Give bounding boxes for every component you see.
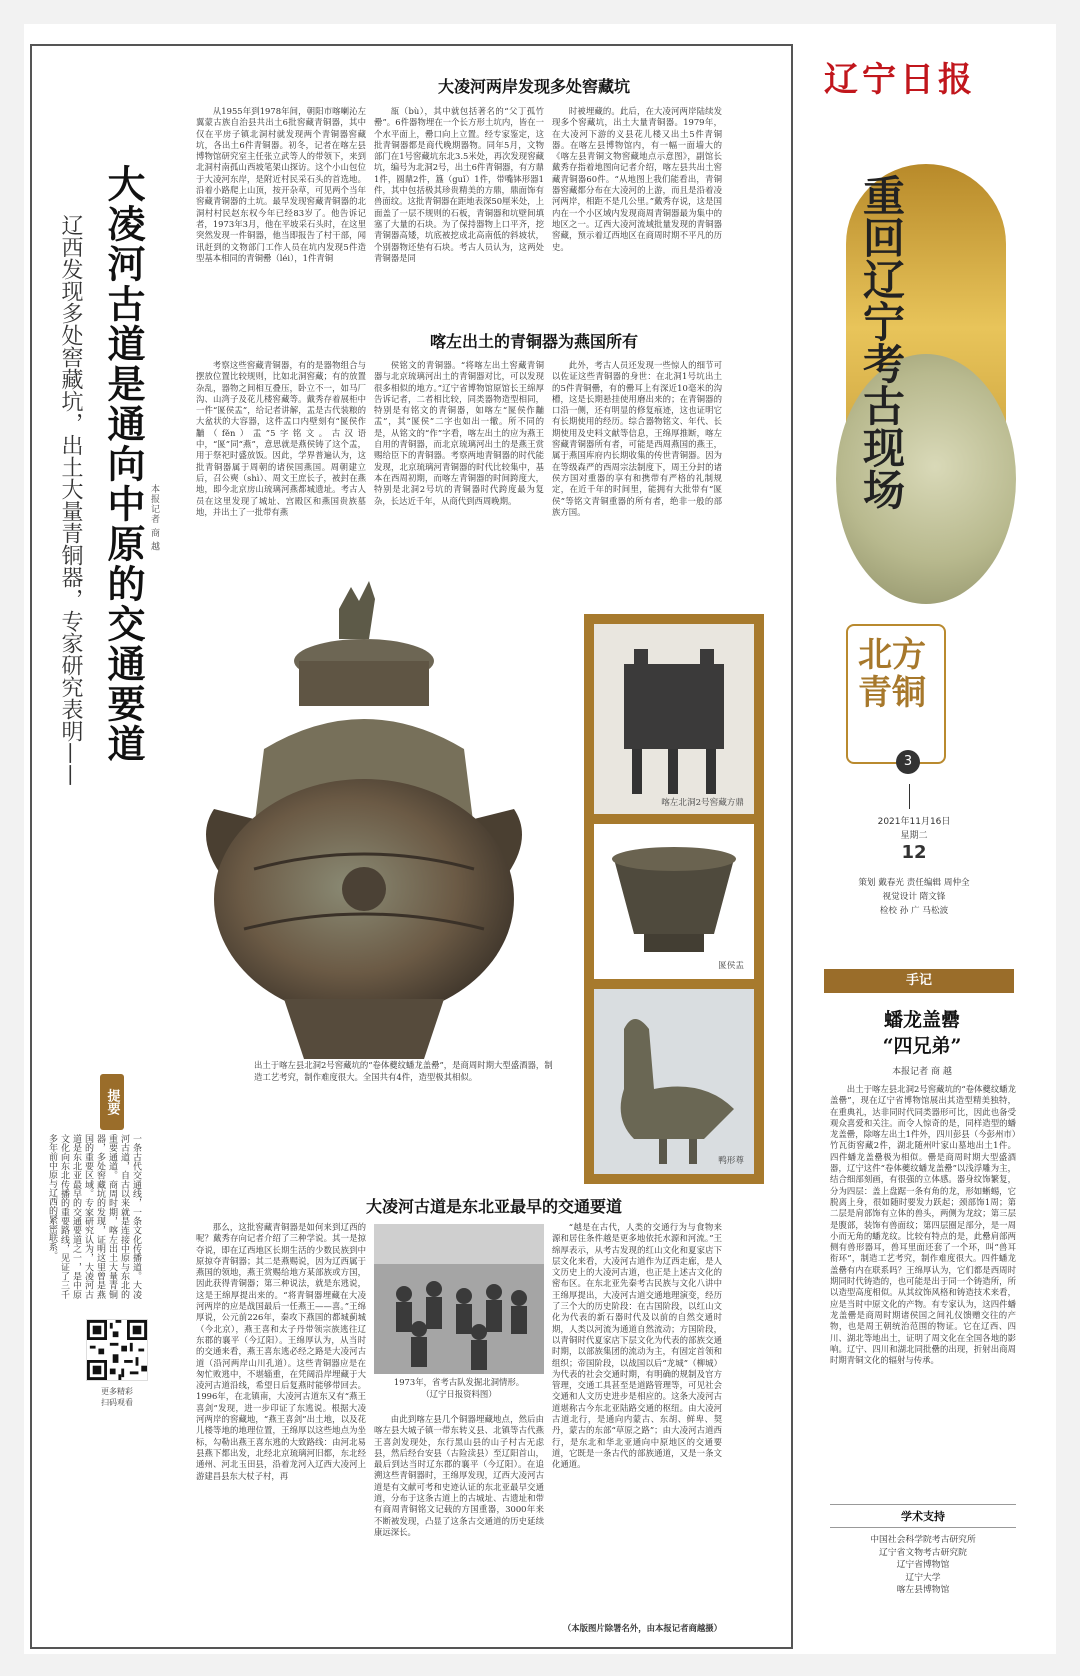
date: 2021年11月16日 <box>877 817 951 827</box>
notes-title-line2: “四兄弟” <box>882 1035 962 1057</box>
ding-icon <box>594 624 754 814</box>
summary-tag: 提要 <box>100 1074 124 1130</box>
lei-vessel-photo <box>174 569 554 1089</box>
academic-support <box>830 1504 1016 1597</box>
notes-title-line1: 蟠龙盖罍 <box>883 1009 960 1031</box>
support-item: 辽宁省文物考古研究院 <box>879 1547 967 1558</box>
photo-panel <box>584 614 764 1184</box>
section2-heading: 喀左出土的青铜器为燕国所有 <box>429 332 638 351</box>
weekday: 星期二 <box>900 831 928 841</box>
lei-vessel-icon <box>174 569 554 1089</box>
main-photo-caption: 出土于喀左县北洞2号窖藏坑的“卷体夔纹蟠龙盖罍”，是商周时期大型盛酒器，制造工艺考究，制作难度很大。全国共有4件，造型极其相似。 <box>254 1060 553 1082</box>
section1-col3: 时被埋藏的。此后，在大凌河两岸陆续发现多个窖藏坑，出土大量青铜器。1979年，在大凌河下游的义县花儿楼又出土5件青铜器。在喀左县博物馆内，有一幅一面墙大的《喀左县青铜文物窖藏地点示意图》，副馆长戴秀存指着地图向记者介绍，喀左县共出土窖藏青铜器60件。“从地图上我们能看出，青铜器窖藏都分布在大凌河的上游，而且是沿着凌河两岸，相距不是几公里。”戴秀存说，这是国内在一个小区域内发现商周青铜器最为集中的地区之一。辽西大凌河流域批量发现的青铜器窖藏，预示着辽西地区在商周时期不平凡的历史。 <box>552 106 722 252</box>
support-item: 辽宁大学 <box>905 1572 941 1583</box>
credits-2: 视觉设计 隋文锋 <box>882 892 946 902</box>
qr-code-icon[interactable] <box>86 1319 148 1381</box>
main-title: 大凌河古道是通向中原的交通要道 <box>101 164 145 764</box>
archive-caption: 1973年，省考古队发掘北洞情形。 （辽宁日报资料图） <box>393 1377 525 1399</box>
main-byline: 本报记者 商 越 <box>149 484 159 552</box>
zun-caption: 鸭形尊 <box>718 1156 744 1166</box>
photo-credit-note: （本版图片除署名外，由本报记者商越摄） <box>562 1623 722 1633</box>
section3-col2: 由此到喀左县几个铜器埋藏地点，然后由喀左县大城子镇一带东转义县、北镇等古代燕王喜剑发现处，东行黑山县的山子村古无虑县，然后经台安县（古险渎县）至辽阳首山，最后到达当时辽东郡的襄平（今辽阳）。在追溯这些青铜器时，王绵厚发现，辽西大凌河古道是有文献可考和史迹认证的东北亚最早交通道，分布于这条古道上的古城址、古遗址和带有商周青铜铭文记载的方国重器，3000年来不断被发现，凸显了这条古交通道的历史延续康远深长。 <box>374 1414 544 1537</box>
column-title: 重回辽宁考古现场 <box>857 174 906 510</box>
notes-tag: 手记 <box>824 969 1014 993</box>
ding-caption: 喀左北洞2号窖藏方鼎 <box>661 798 744 808</box>
support-title: 学术支持 <box>830 1504 1016 1528</box>
credits-3: 检校 孙 广 马松波 <box>879 906 949 916</box>
support-item: 喀左县博物馆 <box>896 1585 950 1595</box>
series-name: 北方青铜 <box>858 635 926 713</box>
section3-col1: 那么，这批窖藏青铜器是如何来到辽西的呢？戴秀存向记者介绍了三种学说。其一是掠夺说，即在辽西地区长期生活的少数民族到中原掠夺青铜器；其二是燕赐说，因为辽西属于燕国的领地，燕王赏赐给地方某部族或方国，因此获得青铜器；第三种说法，就是东逃说，这是王绵厚提出来的。“将青铜器埋藏在大凌河两岸的应是战国最后一任燕王——喜。”王绵厚说，公元前226年，秦攻下燕国的都城蓟城（今北京），燕王喜和太子丹带领宗族逃往辽东郡的襄平（今辽阳）。王绵厚认为，从当时的交通来看，燕王喜东逃必经之路是大凌河古道（沿河两岸山川孔道）。这些青铜器应是在匆忙败逃中，不堪辎重，在凭阔沿岸埋藏于大凌河古道沿线，希望日后复燕时能够带回去。1996年，在北镇南，大凌河古道东又有“燕王喜剑”发现，进一步印证了东逃说。根据大凌河两岸的窖藏地，“燕王喜剑”出土地，以及花儿楼等地的地理位置，王绵厚以这些地点为坐标，勾勒出燕王喜东逃的大致路线：由河北易县燕下都出发，北经北京琉璃河旧都，东北经通州、河北玉田县，沿着龙河入辽西大凌河上游建昌县东大杖子村，再 <box>196 1222 366 1481</box>
section1-col2: 瓿（bù），其中就包括著名的“父丁孤竹罍”。6件器物埋在一个长方形土坑内，皆在一个水平面上，罍口向上立置。经专家鉴定，这批青铜器都是商代晚期器物。同年5月，文物部门在1号窖藏坑东北3.5米处，再次发现窖藏坑，编号为北洞2号，出土6件青铜器，有方鼎1件，圆鼎2件，簋（guǐ）1件，带嘴钵形器1件，其中包括极其珍贵精美的方鼎，鼎面饰有兽面纹。这批青铜器在距地表深50厘米处，上面盖了一层不规则的石板，青铜器和坑壁间填塞了大量的石块。为了保持器物上口平齐，挖青铜器高矮，坑底被挖成北高南低的斜坡状，个别器物还垫有石块。考古人员认为，这两处青铜器是同 <box>374 106 544 263</box>
archive-photo <box>374 1224 544 1374</box>
yu-photo <box>594 824 754 979</box>
notes-byline: 本报记者 商 越 <box>892 1067 952 1077</box>
section2-col3: 此外，考古人员还发现一些惊人的细节可以佐证这些青铜器的身世：在北洞1号坑出土的5件青铜罍，有的罍耳上有深近10毫米的沟槽，这是长期悬挂使用磨出来的；在青铜器的口沿一侧，还有明显的修复痕迹，这也证明它有长期使用的经历。综合器物铭文、年代、长期使用及史料文献等信息，王绵厚推断，喀左窖藏青铜器所有者，可能是西周燕国的燕王，属于燕国库府内长期收集的传世青铜器。因为在等级森严的西周宗法制度下，周王分封的诸侯方国对重器的享有和携带有严格的礼制规定，在近千年的时间里，能拥有大批带有“匽侯”等铭文青铜重器的所有者，绝非一般的部族方国。 <box>552 360 722 517</box>
section2-col1: 考察这些窖藏青铜器，有的是器物组合与摆放位置比较规则，比如北洞窖藏；有的放置杂乱，器物之间相互叠压，卧立不一，如马厂沟、山湾子及花儿楼窖藏等。戴秀存着展柜中一件“匽侯盂”，给记者讲解，盂是古代装粮的大盆状的大容器，这件盂口内壁刻有“匽侯作黼（fěn）盂”5字铭文。古汉语中，“匽”同“燕”，意思就是燕侯铸了这个盂，用于祭祀时盛放饭。因此，学界普遍认为，这批青铜器属于周朝的诸侯国燕国。周朝建立后，召公奭（shì）、周文王庶长子，被封在燕地，即今北京房山琉璃河燕都城遗址。考古人员在这里发现了城址、宫殿区和燕国贵族墓地，并出土了一批带有燕 <box>196 360 366 517</box>
section3-col3: “越是在古代，人类的交通行为与食物来源和居住条件越是更多地依托水源和河流。”王绵厚表示，从考古发现的红山文化和夏家店下层文化来看，大凌河古道作为辽西走廊，是人文历史上的大凌河古道，也正是上述古文化的密布区。在东北亚先秦考古民族与文化八讲中王绵厚提出，大凌河古道交通地理演变，经历了三个大的历史阶段：在古国阶段，以红山文化为代表的新石器时代及以前的自然交通时期，人类以河流为通道自然流动；方国阶段，以青铜时代夏家店下层文化为代表的部族交通时期，以部族集团的流动为主，有固定首领和组织；帝国阶段，以战国以后“龙城”（柳城）为代表的社会交通时期，有明确的规制及官方管理，交通工具甚至是道路管理等，可见社会交通和人文历史进步是相应的。这条大凌河古道堪称古今东北亚陆路交通的枢纽。由大凌河古道北行，是通向内蒙古、东胡、鲜卑、契丹，蒙古的东部“草原之路”；由大凌河古道西行，是东北和华北亚通向中原地区的交通要道，它既是一条古代的部族通道，又是一条文化通道。 <box>552 1222 722 1470</box>
credits-1: 策划 戴春光 责任编辑 周仲全 <box>858 878 970 888</box>
page-number: 12 <box>901 842 927 863</box>
ding-photo <box>594 624 754 814</box>
summary-text: 一条古代交通线，一条文化传播道。大凌河古道，自古以来就是连接中原与东北的重要通道。商周时期，喀左出土大量青铜器，多处窖藏坑的发现，证明这里曾是燕国的重要区域。专家研究认为，大凌河古道是东北亚最早的交通要道之一，是中原文化向东北传播的重要路线，见证了三千多年前中原与辽西的紧密联系。 <box>47 1134 141 1299</box>
main-subtitle: 辽西发现多处窖藏坑，出土大量青铜器，专家研究表明—— <box>58 214 83 786</box>
notes-title <box>832 1007 1012 1059</box>
yu-caption: 匽侯盂 <box>718 961 744 971</box>
notes-body: 出土于喀左县北洞2号窖藏坑的“卷体夔纹蟠龙盖罍”，现在辽宁省博物馆展出其造型精美独特，在重典礼，达非同时代同类器形可比，因此也备受观众喜爱和关注。而令人惊奇的是，同样造型的蟠龙盖罍，除喀左出土1件外，四川彭县（今彭州市）竹瓦街窖藏2件，湖北随州叶家山墓地出土1件。四件蟠龙盖罍极为相似。罍是商周时期大型盛酒器，辽宁这件“卷体夔纹蟠龙盖罍”以浅浮雕为主，结合细部刻画，有很强的立体感。器身纹饰繁复，分为四层：盖上盘踞一条有角的龙，形如蜥蜴，它脱离上身，很如随时要发力跃起；颈部饰1周；第二层是肩部饰有立体的兽头，两侧为龙纹；第三层是腹部，装饰有兽面纹；第四层圈足部分，是一周小而无角的蟠龙纹。比较有特点的是，此罍肩部两侧有兽形器耳，兽耳里面还套了一个环，叫“兽耳衔环”，制造工艺考究，制作难度很大。四件蟠龙盖罍有内在联系吗？王绵厚认为，它们都是西周时期同时代铸造的，也可能是出于同一个铸造所，所以造型高度相似。从其纹饰风格和铸造技术来看，应是当时中原文化的产物。有专家认为，这四件蟠龙盖罍是商周时期诸侯国之间礼仪馈赠交往的产物，也是周王朝统治范围的物证。它在辽西、四川、湖北等地出土，证明了周文化在全国各地的影响。辽宁、四川和湖北同批罍的出现，折射出商周时期青铜文化的辐射与传承。 <box>830 1084 1016 1366</box>
yu-icon <box>594 824 754 979</box>
divider <box>909 784 910 809</box>
zun-photo <box>594 989 754 1174</box>
support-item: 辽宁省博物馆 <box>896 1560 950 1570</box>
section3-heading: 大凌河古道是东北亚最早的交通要道 <box>365 1197 622 1216</box>
series-number: 3 <box>896 750 920 774</box>
section2-col2: 侯铭文的青铜器。“将喀左出土窖藏青铜器与北京琉璃河出土的青铜器对比，可以发现很多相似的地方。”辽宁省博物馆原馆长王绵厚告诉记者，二者相比较，同类器物造型相同，特别是有铭文的青铜器，如喀左“匽侯作黼盂”，其“匽侯”二字也如出一辙。所不同的是，从铭文的“作”字看，喀左出土的应为燕王自用的青铜器，而北京琉璃河出土的是燕王赏赐给臣下的青铜器。考察两地青铜器的时代能发现，北京琉璃河青铜器的时代比较集中，基本在西周初期，而喀左青铜器的时间跨度大，特别是北洞2号坑的青铜器时代跨度最为复杂，长达近千年，从商代到西周晚期。 <box>374 360 544 506</box>
duck-zun-icon <box>594 989 754 1174</box>
support-item: 中国社会科学院考古研究所 <box>870 1535 976 1545</box>
section1-heading: 大凌河两岸发现多处窖藏坑 <box>437 77 630 96</box>
qr-note: 更多精彩 扫码观看 <box>101 1387 133 1407</box>
section1-col1: 从1955年到1978年间，朝阳市喀喇沁左翼蒙古族自治县共出土6批窖藏青铜器，其中仅在平房子镇北洞村就发现两个青铜器窖藏坑，各出土6件青铜器。初冬，记者在喀左县博物馆研究室主任张立武等人的带领下，来到北洞村南孤山西坡笔架山探访。这个小山包位于大凌河东岸，是附近村民采石头的首选地。沿着小路爬上山顶，按开杂草，可见两个当年窖藏青铜器的土坑。最早发现窖藏青铜器的北洞村村民赵东权今年已经83岁了。他告诉记者，1973年3月，他在平坡采石头时，在这里突然发现一件铜器，他当即报告了村干部，闻讯赶到的文物部门工作人员在坑内发现5件造型基本相同的青铜罍（léi），1件青铜 <box>196 106 366 263</box>
archive-people-icon <box>374 1224 544 1374</box>
masthead: 辽宁日报 <box>824 60 976 100</box>
newspaper-page <box>24 24 1056 1654</box>
